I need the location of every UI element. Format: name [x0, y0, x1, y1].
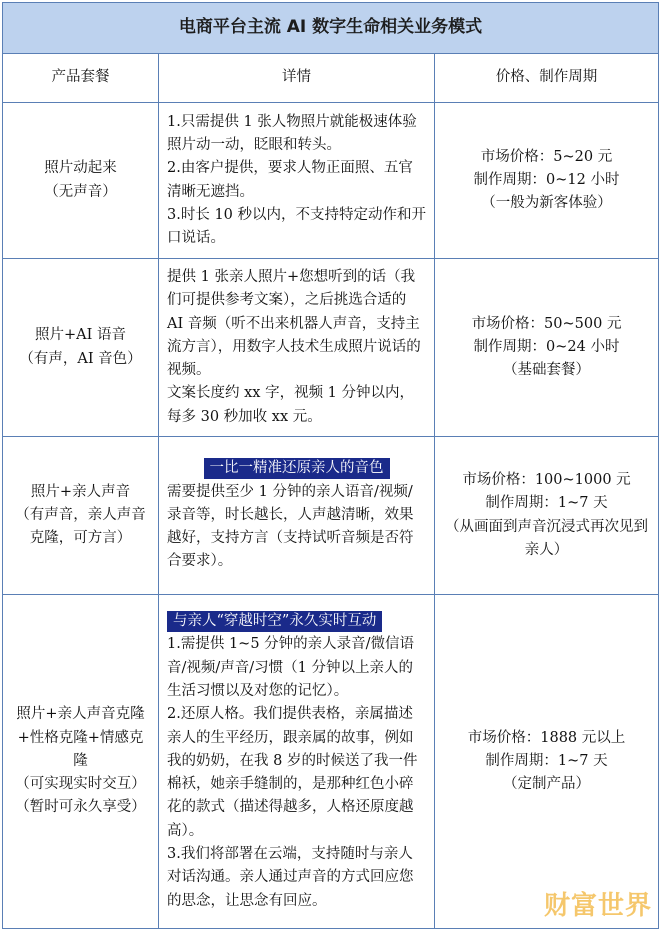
detail-paragraph: 提供 1 张亲人照片+您想听到的话（我们可提供参考文案），之后挑选合适的 AI 音频（听不出来机器人声音，支持主流方言），用数字人技术生成照片说话的视频。	[167, 268, 421, 379]
detail-cell	[159, 595, 435, 929]
header-row	[3, 54, 659, 103]
period-line: 制作周期：1~7 天	[485, 495, 608, 512]
detail-paragraph: 2.由客户提供，要求人物正面照、五官清晰无遮挡。	[167, 160, 413, 200]
price-note: （从画面到声音沉浸式再次见到亲人）	[445, 518, 648, 558]
period-line: 制作周期：1~7 天	[485, 752, 608, 769]
price-line: 市场价格：1888 元以上	[467, 729, 626, 746]
table-row	[3, 103, 659, 259]
table-row	[3, 259, 659, 437]
package-cell	[3, 103, 159, 259]
detail-cell	[159, 437, 435, 595]
price-cell	[435, 103, 659, 259]
detail-paragraph: 1.只需提供 1 张人物照片就能极速体验照片动一动，眨眼和转头。	[167, 113, 417, 153]
header-price: 价格、制作周期	[435, 54, 659, 103]
price-note: （定制产品）	[503, 776, 590, 793]
highlight-banner: 一比一精准还原亲人的音色	[204, 458, 390, 479]
business-model-table	[2, 2, 659, 929]
highlight-banner: 与亲人“穿越时空”永久实时互动	[167, 611, 382, 632]
detail-paragraph: 1.需提供 1~5 分钟的亲人录音/微信语音/视频/声音/习惯（1 分钟以上亲人的生活习惯以及对您的记忆）。	[167, 636, 415, 699]
package-line: 照片+亲人声音	[30, 483, 131, 500]
detail-paragraph: 需要提供至少 1 分钟的亲人语音/视频/录音等，时长越长，人声越清晰，效果越好，支持方言（支持试听音频是否符合要求）。	[167, 483, 414, 570]
table-row	[3, 437, 659, 595]
package-cell	[3, 437, 159, 595]
detail-paragraph: 文案长度约 xx 字，视频 1 分钟以内，每多 30 秒加收 xx 元。	[167, 385, 415, 425]
price-line: 市场价格：5~20 元	[480, 148, 613, 165]
period-line: 制作周期：0~24 小时	[473, 338, 620, 355]
watermark-logo: 财富世界	[543, 891, 652, 921]
detail-paragraph: 3.我们将部署在云端，支持随时与亲人对话沟通。亲人通过声音的方式回应您的思念，让思念有回应。	[167, 846, 414, 909]
package-line: （有声，AI 音色）	[19, 350, 142, 367]
package-line: （有声音，亲人声音克隆，可方言）	[15, 506, 146, 547]
package-line: （无声音）	[44, 183, 117, 200]
price-note: （基础套餐）	[503, 362, 590, 379]
header-package: 产品套餐	[3, 54, 159, 103]
table-title: 电商平台主流 AI 数字生命相关业务模式	[3, 3, 659, 54]
package-line: （可实现实时交互）	[15, 776, 146, 793]
detail-cell	[159, 259, 435, 437]
period-line: 制作周期：0~12 小时	[473, 171, 620, 188]
price-cell	[435, 595, 659, 929]
package-line: 照片+AI 语音	[35, 327, 126, 344]
detail-paragraph: 2.还原人格。我们提供表格，亲属描述亲人的生平经历，跟亲属的故事，例如我的奶奶，在我 8 岁的时候送了我一件棉袄，她亲手缝制的，是那种红色小碎花的款式（描述得越多，人格还原度越高）。	[167, 706, 418, 839]
package-cell	[3, 259, 159, 437]
package-line: 照片动起来	[44, 160, 117, 177]
detail-cell	[159, 103, 435, 259]
table-row	[3, 595, 659, 929]
price-cell	[435, 259, 659, 437]
price-note: （一般为新客体验）	[481, 195, 612, 212]
header-detail: 详情	[159, 54, 435, 103]
package-cell	[3, 595, 159, 929]
detail-paragraph: 3.时长 10 秒以内，不支持特定动作和开口说话。	[167, 206, 427, 247]
package-line: （暂时可永久享受）	[15, 799, 146, 816]
price-line: 市场价格：100~1000 元	[462, 471, 631, 488]
price-line: 市场价格：50~500 元	[471, 315, 622, 332]
package-line: 照片+亲人声音克隆+性格克隆+情感克隆	[16, 706, 145, 769]
price-cell	[435, 437, 659, 595]
